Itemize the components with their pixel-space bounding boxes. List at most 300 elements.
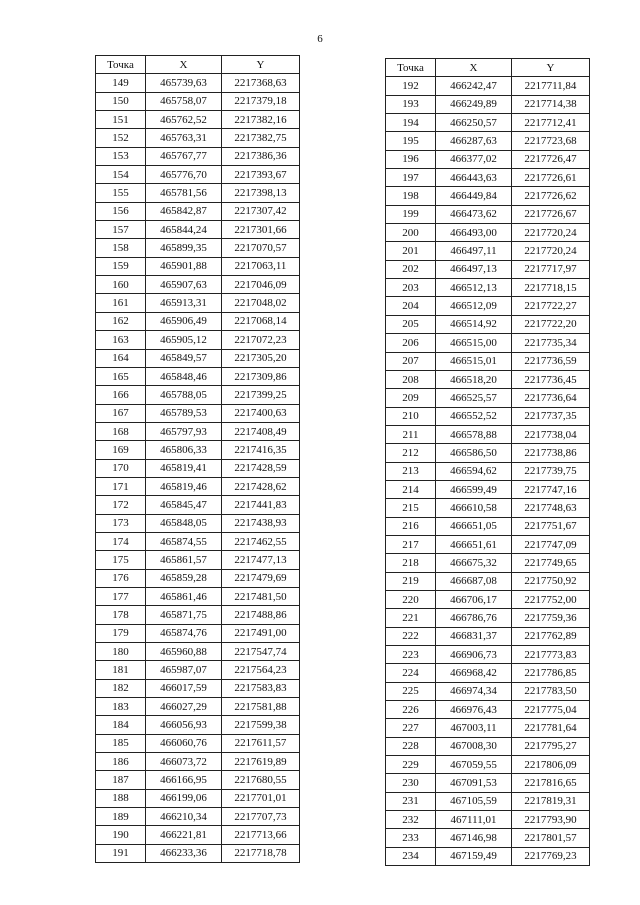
y-coordinate: 2217393,67	[222, 166, 300, 184]
table-row	[386, 572, 590, 590]
y-coordinate: 2217714,38	[512, 95, 590, 113]
y-coordinate: 2217581,88	[222, 698, 300, 716]
table-row	[386, 646, 590, 664]
point-number: 187	[96, 771, 146, 789]
point-number: 175	[96, 551, 146, 569]
y-coordinate: 2217816,65	[512, 774, 590, 792]
y-coordinate: 2217801,57	[512, 829, 590, 847]
table-row	[386, 334, 590, 352]
y-coordinate: 2217795,27	[512, 737, 590, 755]
x-coordinate: 465789,53	[146, 404, 222, 422]
table-row	[386, 554, 590, 572]
table-row	[386, 737, 590, 755]
table-row	[96, 166, 300, 184]
x-coordinate: 466473,62	[436, 205, 512, 223]
y-coordinate: 2217712,41	[512, 114, 590, 132]
y-coordinate: 2217707,73	[222, 808, 300, 826]
x-coordinate: 466377,02	[436, 150, 512, 168]
table-row	[386, 389, 590, 407]
point-number: 185	[96, 734, 146, 752]
x-coordinate: 465806,33	[146, 441, 222, 459]
table-row	[96, 496, 300, 514]
table-row	[96, 422, 300, 440]
point-number: 195	[386, 132, 436, 150]
y-coordinate: 2217738,04	[512, 425, 590, 443]
table-row	[386, 297, 590, 315]
y-coordinate: 2217488,86	[222, 606, 300, 624]
y-coordinate: 2217722,27	[512, 297, 590, 315]
table-row	[96, 551, 300, 569]
point-number: 225	[386, 682, 436, 700]
table-row	[96, 606, 300, 624]
y-coordinate: 2217680,55	[222, 771, 300, 789]
y-coordinate: 2217750,92	[512, 572, 590, 590]
point-number: 233	[386, 829, 436, 847]
point-number: 227	[386, 719, 436, 737]
y-coordinate: 2217398,13	[222, 184, 300, 202]
point-number: 172	[96, 496, 146, 514]
x-coordinate: 467159,49	[436, 847, 512, 865]
point-number: 214	[386, 480, 436, 498]
x-coordinate: 466242,47	[436, 77, 512, 95]
x-coordinate: 465913,31	[146, 294, 222, 312]
y-coordinate: 2217793,90	[512, 811, 590, 829]
table-row	[386, 150, 590, 168]
y-coordinate: 2217735,34	[512, 334, 590, 352]
x-coordinate: 467105,59	[436, 792, 512, 810]
y-coordinate: 2217759,36	[512, 609, 590, 627]
point-number: 182	[96, 679, 146, 697]
table-row	[96, 221, 300, 239]
y-coordinate: 2217368,63	[222, 74, 300, 92]
x-coordinate: 465874,76	[146, 624, 222, 642]
table-row	[96, 349, 300, 367]
table-row	[386, 847, 590, 865]
x-coordinate: 467003,11	[436, 719, 512, 737]
y-coordinate: 2217477,13	[222, 551, 300, 569]
point-number: 198	[386, 187, 436, 205]
table-row	[96, 661, 300, 679]
x-coordinate: 466497,13	[436, 260, 512, 278]
point-number: 159	[96, 257, 146, 275]
point-number: 226	[386, 701, 436, 719]
x-coordinate: 466578,88	[436, 425, 512, 443]
y-coordinate: 2217379,18	[222, 92, 300, 110]
y-coordinate: 2217400,63	[222, 404, 300, 422]
y-coordinate: 2217428,62	[222, 477, 300, 495]
y-coordinate: 2217769,23	[512, 847, 590, 865]
header-point: Точка	[96, 56, 146, 74]
point-number: 165	[96, 367, 146, 385]
point-number: 212	[386, 444, 436, 462]
table-row	[96, 679, 300, 697]
y-coordinate: 2217717,97	[512, 260, 590, 278]
point-number: 230	[386, 774, 436, 792]
table-row	[386, 664, 590, 682]
y-coordinate: 2217583,83	[222, 679, 300, 697]
y-coordinate: 2217783,50	[512, 682, 590, 700]
table-row	[96, 276, 300, 294]
x-coordinate: 466786,76	[436, 609, 512, 627]
table-row	[386, 535, 590, 553]
point-number: 177	[96, 587, 146, 605]
x-coordinate: 465899,35	[146, 239, 222, 257]
point-number: 218	[386, 554, 436, 572]
point-number: 229	[386, 756, 436, 774]
table-row	[96, 239, 300, 257]
table-row	[96, 826, 300, 844]
x-coordinate: 466056,93	[146, 716, 222, 734]
y-coordinate: 2217491,00	[222, 624, 300, 642]
x-coordinate: 466906,73	[436, 646, 512, 664]
table-row	[386, 224, 590, 242]
point-number: 196	[386, 150, 436, 168]
x-coordinate: 465819,41	[146, 459, 222, 477]
point-number: 174	[96, 532, 146, 550]
table-row	[386, 774, 590, 792]
y-coordinate: 2217737,35	[512, 407, 590, 425]
y-coordinate: 2217611,57	[222, 734, 300, 752]
y-coordinate: 2217479,69	[222, 569, 300, 587]
y-coordinate: 2217762,89	[512, 627, 590, 645]
y-coordinate: 2217408,49	[222, 422, 300, 440]
y-coordinate: 2217736,64	[512, 389, 590, 407]
point-number: 160	[96, 276, 146, 294]
table-row	[96, 74, 300, 92]
point-number: 211	[386, 425, 436, 443]
point-number: 164	[96, 349, 146, 367]
y-coordinate: 2217718,78	[222, 844, 300, 862]
y-coordinate: 2217747,09	[512, 535, 590, 553]
table-row	[96, 734, 300, 752]
x-coordinate: 465901,88	[146, 257, 222, 275]
y-coordinate: 2217046,09	[222, 276, 300, 294]
point-number: 163	[96, 331, 146, 349]
x-coordinate: 465874,55	[146, 532, 222, 550]
y-coordinate: 2217301,66	[222, 221, 300, 239]
point-number: 189	[96, 808, 146, 826]
table-row	[386, 719, 590, 737]
x-coordinate: 465848,46	[146, 367, 222, 385]
point-number: 213	[386, 462, 436, 480]
point-number: 188	[96, 789, 146, 807]
x-coordinate: 465861,57	[146, 551, 222, 569]
table-row	[96, 698, 300, 716]
x-coordinate: 467111,01	[436, 811, 512, 829]
point-number: 155	[96, 184, 146, 202]
y-coordinate: 2217781,64	[512, 719, 590, 737]
x-coordinate: 465762,52	[146, 111, 222, 129]
table-row	[386, 462, 590, 480]
point-number: 208	[386, 370, 436, 388]
table-row	[386, 370, 590, 388]
x-coordinate: 466968,42	[436, 664, 512, 682]
y-coordinate: 2217072,23	[222, 331, 300, 349]
x-coordinate: 465859,28	[146, 569, 222, 587]
point-number: 207	[386, 352, 436, 370]
point-number: 234	[386, 847, 436, 865]
x-coordinate: 466233,36	[146, 844, 222, 862]
table-row	[386, 279, 590, 297]
y-coordinate: 2217386,36	[222, 147, 300, 165]
y-coordinate: 2217738,86	[512, 444, 590, 462]
x-coordinate: 465781,56	[146, 184, 222, 202]
table-row	[96, 184, 300, 202]
table-row	[386, 242, 590, 260]
point-number: 173	[96, 514, 146, 532]
table-row	[96, 624, 300, 642]
y-coordinate: 2217309,86	[222, 367, 300, 385]
x-coordinate: 466449,84	[436, 187, 512, 205]
point-number: 191	[96, 844, 146, 862]
table-header-row	[96, 56, 300, 74]
table-row	[386, 114, 590, 132]
y-coordinate: 2217720,24	[512, 242, 590, 260]
table-row	[386, 77, 590, 95]
y-coordinate: 2217752,00	[512, 590, 590, 608]
x-coordinate: 465848,05	[146, 514, 222, 532]
table-row	[96, 716, 300, 734]
table-row	[96, 771, 300, 789]
y-coordinate: 2217547,74	[222, 643, 300, 661]
x-coordinate: 467059,55	[436, 756, 512, 774]
x-coordinate: 466514,92	[436, 315, 512, 333]
y-coordinate: 2217564,23	[222, 661, 300, 679]
x-coordinate: 466610,58	[436, 499, 512, 517]
x-coordinate: 465788,05	[146, 386, 222, 404]
point-number: 157	[96, 221, 146, 239]
y-coordinate: 2217399,25	[222, 386, 300, 404]
point-number: 149	[96, 74, 146, 92]
point-number: 168	[96, 422, 146, 440]
point-number: 170	[96, 459, 146, 477]
y-coordinate: 2217726,61	[512, 169, 590, 187]
table-row	[96, 404, 300, 422]
table-row	[96, 386, 300, 404]
x-coordinate: 465906,49	[146, 312, 222, 330]
point-number: 169	[96, 441, 146, 459]
y-coordinate: 2217748,63	[512, 499, 590, 517]
x-coordinate: 466250,57	[436, 114, 512, 132]
table-row	[386, 701, 590, 719]
point-number: 200	[386, 224, 436, 242]
table-row	[96, 257, 300, 275]
point-number: 232	[386, 811, 436, 829]
x-coordinate: 466060,76	[146, 734, 222, 752]
point-number: 179	[96, 624, 146, 642]
x-coordinate: 466287,63	[436, 132, 512, 150]
x-coordinate: 467008,30	[436, 737, 512, 755]
y-coordinate: 2217619,89	[222, 753, 300, 771]
table-row	[386, 444, 590, 462]
y-coordinate: 2217701,01	[222, 789, 300, 807]
y-coordinate: 2217726,67	[512, 205, 590, 223]
y-coordinate: 2217751,67	[512, 517, 590, 535]
point-number: 161	[96, 294, 146, 312]
table-row	[386, 407, 590, 425]
point-number: 178	[96, 606, 146, 624]
table-row	[386, 517, 590, 535]
x-coordinate: 466073,72	[146, 753, 222, 771]
point-number: 220	[386, 590, 436, 608]
header-y: Y	[512, 59, 590, 77]
y-coordinate: 2217382,75	[222, 129, 300, 147]
x-coordinate: 466515,00	[436, 334, 512, 352]
point-number: 216	[386, 517, 436, 535]
point-number: 183	[96, 698, 146, 716]
x-coordinate: 466512,09	[436, 297, 512, 315]
point-number: 156	[96, 202, 146, 220]
x-coordinate: 465849,57	[146, 349, 222, 367]
page-number: 6	[317, 33, 323, 45]
point-number: 205	[386, 315, 436, 333]
point-number: 150	[96, 92, 146, 110]
table-row	[386, 590, 590, 608]
x-coordinate: 466831,37	[436, 627, 512, 645]
point-number: 201	[386, 242, 436, 260]
header-x: X	[436, 59, 512, 77]
x-coordinate: 465758,07	[146, 92, 222, 110]
table-row	[96, 294, 300, 312]
point-number: 152	[96, 129, 146, 147]
point-number: 206	[386, 334, 436, 352]
x-coordinate: 465776,70	[146, 166, 222, 184]
x-coordinate: 466651,05	[436, 517, 512, 535]
x-coordinate: 466974,34	[436, 682, 512, 700]
table-row	[386, 205, 590, 223]
table-row	[96, 789, 300, 807]
table-row	[96, 844, 300, 862]
x-coordinate: 465861,46	[146, 587, 222, 605]
table-row	[386, 480, 590, 498]
table-row	[96, 459, 300, 477]
x-coordinate: 465763,31	[146, 129, 222, 147]
x-coordinate: 466687,08	[436, 572, 512, 590]
x-coordinate: 465905,12	[146, 331, 222, 349]
x-coordinate: 465819,46	[146, 477, 222, 495]
x-coordinate: 465845,47	[146, 496, 222, 514]
x-coordinate: 465907,63	[146, 276, 222, 294]
table-row	[96, 111, 300, 129]
y-coordinate: 2217307,42	[222, 202, 300, 220]
x-coordinate: 465871,75	[146, 606, 222, 624]
x-coordinate: 466599,49	[436, 480, 512, 498]
point-number: 171	[96, 477, 146, 495]
table-row	[386, 811, 590, 829]
x-coordinate: 467091,53	[436, 774, 512, 792]
y-coordinate: 2217462,55	[222, 532, 300, 550]
point-number: 231	[386, 792, 436, 810]
x-coordinate: 466443,63	[436, 169, 512, 187]
table-row	[96, 147, 300, 165]
table-row	[96, 514, 300, 532]
point-number: 221	[386, 609, 436, 627]
x-coordinate: 466976,43	[436, 701, 512, 719]
x-coordinate: 465797,93	[146, 422, 222, 440]
table-row	[96, 312, 300, 330]
y-coordinate: 2217726,62	[512, 187, 590, 205]
x-coordinate: 466249,89	[436, 95, 512, 113]
point-number: 215	[386, 499, 436, 517]
coordinates-table-right	[385, 58, 590, 866]
y-coordinate: 2217749,65	[512, 554, 590, 572]
x-coordinate: 466552,52	[436, 407, 512, 425]
table-row	[96, 587, 300, 605]
x-coordinate: 467146,98	[436, 829, 512, 847]
table-header-row	[386, 59, 590, 77]
table-row	[96, 129, 300, 147]
y-coordinate: 2217428,59	[222, 459, 300, 477]
point-number: 202	[386, 260, 436, 278]
point-number: 209	[386, 389, 436, 407]
table-row	[386, 315, 590, 333]
x-coordinate: 465987,07	[146, 661, 222, 679]
table-row	[96, 202, 300, 220]
table-row	[386, 499, 590, 517]
table-row	[386, 682, 590, 700]
table-row	[386, 95, 590, 113]
y-coordinate: 2217786,85	[512, 664, 590, 682]
x-coordinate: 466017,59	[146, 679, 222, 697]
header-x: X	[146, 56, 222, 74]
point-number: 181	[96, 661, 146, 679]
point-number: 199	[386, 205, 436, 223]
point-number: 176	[96, 569, 146, 587]
y-coordinate: 2217599,38	[222, 716, 300, 734]
x-coordinate: 465739,63	[146, 74, 222, 92]
point-number: 210	[386, 407, 436, 425]
table-row	[386, 609, 590, 627]
header-point: Точка	[386, 59, 436, 77]
y-coordinate: 2217713,66	[222, 826, 300, 844]
y-coordinate: 2217438,93	[222, 514, 300, 532]
x-coordinate: 465767,77	[146, 147, 222, 165]
table-row	[96, 92, 300, 110]
point-number: 192	[386, 77, 436, 95]
y-coordinate: 2217382,16	[222, 111, 300, 129]
point-number: 153	[96, 147, 146, 165]
table-row	[96, 331, 300, 349]
table-row	[96, 441, 300, 459]
point-number: 193	[386, 95, 436, 113]
x-coordinate: 466518,20	[436, 370, 512, 388]
table-row	[386, 829, 590, 847]
point-number: 151	[96, 111, 146, 129]
table-row	[96, 808, 300, 826]
y-coordinate: 2217068,14	[222, 312, 300, 330]
coordinates-table-left	[95, 55, 300, 863]
point-number: 224	[386, 664, 436, 682]
point-number: 186	[96, 753, 146, 771]
x-coordinate: 466586,50	[436, 444, 512, 462]
table-row	[386, 425, 590, 443]
x-coordinate: 466675,32	[436, 554, 512, 572]
x-coordinate: 466515,01	[436, 352, 512, 370]
table-row	[386, 792, 590, 810]
y-coordinate: 2217416,35	[222, 441, 300, 459]
point-number: 197	[386, 169, 436, 187]
y-coordinate: 2217305,20	[222, 349, 300, 367]
x-coordinate: 465844,24	[146, 221, 222, 239]
table-row	[96, 643, 300, 661]
y-coordinate: 2217819,31	[512, 792, 590, 810]
point-number: 228	[386, 737, 436, 755]
y-coordinate: 2217481,50	[222, 587, 300, 605]
x-coordinate: 466210,34	[146, 808, 222, 826]
x-coordinate: 466221,81	[146, 826, 222, 844]
point-number: 194	[386, 114, 436, 132]
y-coordinate: 2217806,09	[512, 756, 590, 774]
